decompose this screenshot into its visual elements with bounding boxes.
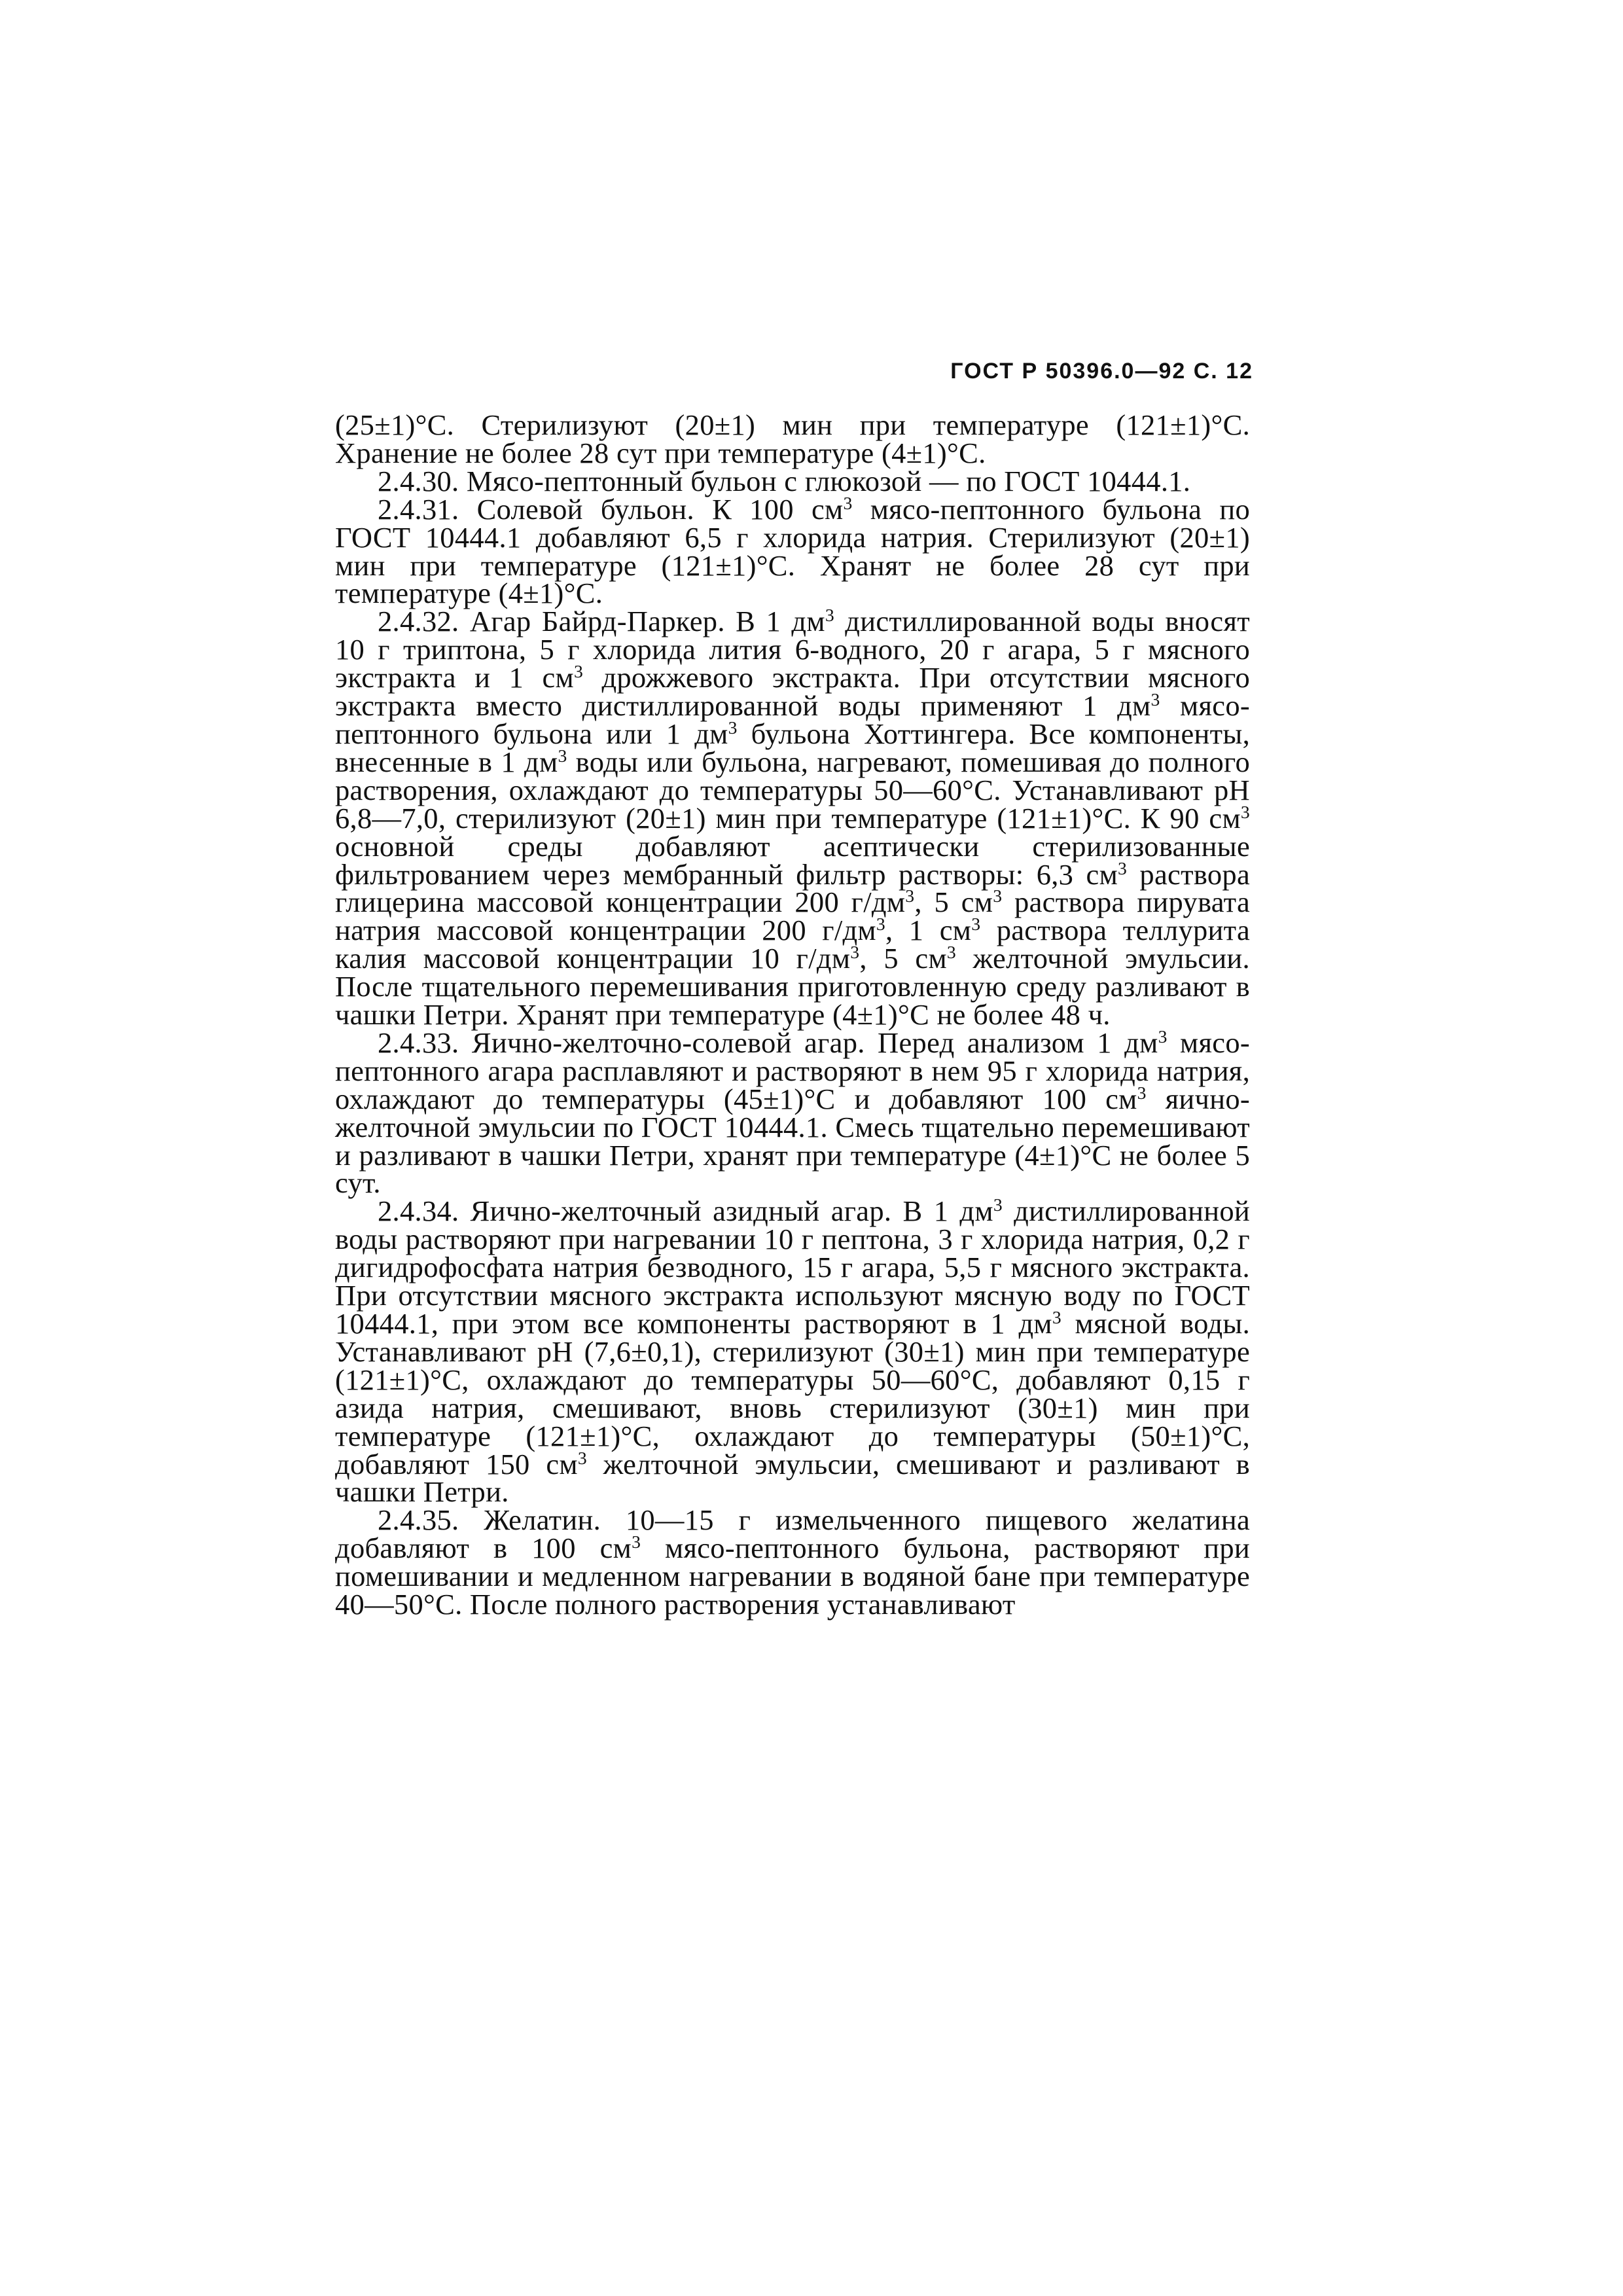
para-2-4-33: 2.4.33. Яично-желточно-солевой агар. Перед анализом 1 $дм^3$ мясо-пептонного агара расплавляют и растворяют в нем 95 г хлорида натрия, охлаждают до температуры (45±1)°С и добавляют 100 $см^3$ яично-желточной эмульсии по ГОСТ 10444.1. Смесь тщательно перемешивают и разливают в чашки Петри, хранят при температуре (4±1)°С не более 5 сут. [335,1026,1251,1200]
para-2-4-34: 2.4.34. Яично-желточный азидный агар. В 1 $дм^3$ дистиллированной воды растворяют при нагревании 10 г пептона, 3 г хлорида натрия, 0,2 г дигидрофосфата натрия безводного, 15 г агара, 5,5 г мясного экстракта. При отсутствии мясного экстракта используют мясную воду по ГОСТ 10444.1, при этом все компоненты растворяют в 1 $дм^3$ мясной воды. Устанавливают рН (7,6±0,1), стерилизуют (30±1) мин при температуре (121±1)°С, охлаждают до температуры 50—60°С, добавляют 0,15 г азида натрия, смешивают, вновь стерилизуют (30±1) мин при температуре (121±1)°С, охлаждают до температуры (50±1)°С, добавляют 150 $см^3$ желточной эмульсии, смешивают и разливают в чашки Петри. [335,1194,1251,1509]
para-2-4-31: 2.4.31. Солевой бульон. К 100 $см^3$ мясо-пептонного бульона по ГОСТ 10444.1 добавляют 6,5 г хлорида натрия. Стерилизуют (20±1) мин при температуре (121±1)°С. Хранят не более 28 сут при температуре (4±1)°С. [335,492,1251,610]
para-2-4-35: 2.4.35. Желатин. 10—15 г измельченного пищевого желатина добавляют в 100 $см^3$ мясо-пептонного бульона, растворяют при помешивании и медленном нагревании в водяной бане при температуре 40—50°С. После полного растворения устанавливают [335,1503,1251,1621]
document-body [335,408,1251,1621]
page-header: ГОСТ Р 50396.0—92 С. 12 [950,359,1253,384]
para-continuation: (25±1)°С. Стерилизуют (20±1) мин при температуре (121±1)°С. Хранение не более 28 сут при температуре (4±1)°С. [335,408,1250,469]
para-2-4-30: 2.4.30. Мясо-пептонный бульон с глюкозой — по ГОСТ 10444.1. [378,464,1191,497]
para-2-4-32: 2.4.32. Агар Байрд-Паркер. В 1 $дм^3$ дистиллированной воды вносят 10 г триптона, 5 г хлорида лития 6-водного, 20 г агара, 5 г мясного экстракта и 1 $см^3$ дрожжевого экстракта. При отсутствии мясного экстракта вместо дистиллированной воды применяют 1 $дм^3$ мясо-пептонного бульона или 1 $дм^3$ бульона Хоттингера. Все компоненты, внесенные в 1 $дм^3$ воды или бульона, нагревают, помешивая до полного растворения, охлаждают до температуры 50—60°С. Устанавливают рН 6,8—7,0, стерилизуют (20±1) мин при температуре (121±1)°С. К 90 $см^3$ основной среды добавляют асептически стерилизованные фильтрованием через мембранный фильтр растворы: 6,3 $см^3$ раствора глицерина массовой концентрации 200 $г/дм^3$, 5 $см^3$ раствора пирувата натрия массовой концентрации 200 $г/дм^3$, 1 $см^3$ раствора теллурита калия массовой концентрации 10 $г/дм^3$, 5 $см^3$ желточной эмульсии. После тщательного перемешивания приготовленную среду разливают в чашки Петри. Хранят при температуре (4±1)°С не более 48 ч. [335,605,1251,1031]
